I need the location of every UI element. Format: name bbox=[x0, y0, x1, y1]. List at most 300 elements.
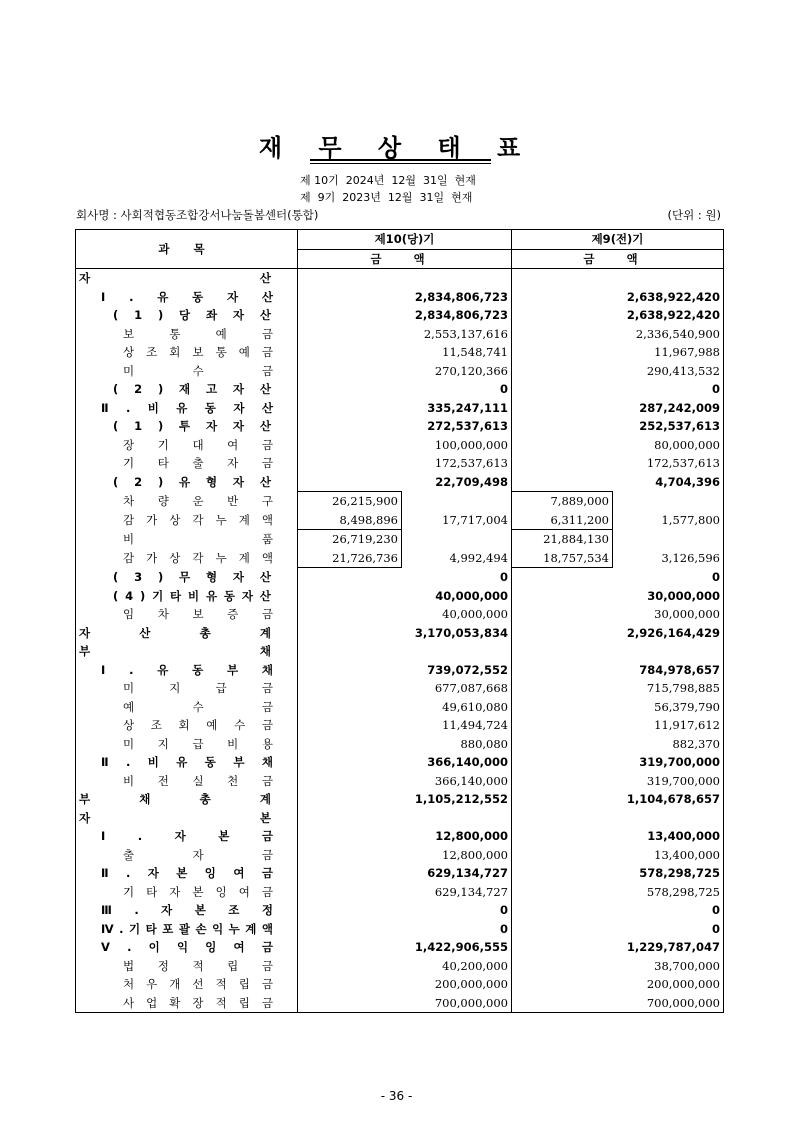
table-row bbox=[76, 492, 724, 511]
header-prior-period: 제9(전)기 bbox=[512, 230, 724, 250]
row-label-char: 출 bbox=[123, 847, 135, 862]
row-label-char: 자 bbox=[232, 419, 245, 433]
row-label-char: 금 bbox=[261, 940, 273, 954]
row-label bbox=[123, 530, 273, 549]
row-label-char: 립 bbox=[227, 958, 239, 973]
table-row bbox=[76, 698, 724, 717]
row-label-char: 금 bbox=[261, 884, 273, 899]
row-label-cell bbox=[76, 269, 298, 288]
row-label bbox=[123, 975, 273, 994]
amount-cell bbox=[512, 362, 613, 381]
row-label-cell bbox=[76, 957, 298, 976]
amount-cell: 0 bbox=[711, 903, 720, 917]
amount-cell bbox=[512, 772, 613, 791]
row-label-char: ) bbox=[157, 308, 164, 322]
row-label-char: 산 bbox=[259, 419, 271, 433]
amount-cell bbox=[298, 827, 402, 846]
row-label-char: Ⅰ bbox=[101, 289, 106, 304]
row-label-char: 금 bbox=[261, 437, 273, 452]
amount-cell bbox=[298, 399, 402, 418]
row-label-char: 금 bbox=[261, 681, 273, 695]
table-row bbox=[76, 827, 724, 846]
row-label-char: 자 bbox=[192, 847, 204, 862]
row-label-char: 채 bbox=[259, 644, 271, 658]
amount-cell bbox=[613, 530, 724, 549]
table-body bbox=[76, 269, 724, 1013]
amount-cell bbox=[402, 530, 512, 549]
amount-cell: 49,610,080 bbox=[402, 698, 512, 717]
row-label-cell bbox=[76, 288, 298, 307]
row-label-char: 잉 bbox=[204, 866, 216, 880]
row-label bbox=[79, 269, 271, 288]
amount-cell bbox=[512, 417, 613, 436]
amount-cell: 2,638,922,420 bbox=[626, 308, 720, 322]
amount-cell bbox=[298, 417, 402, 436]
row-label-char: 정 bbox=[261, 903, 273, 917]
table-row bbox=[76, 288, 724, 307]
row-label-cell bbox=[76, 975, 298, 994]
amount-cell bbox=[512, 679, 613, 698]
row-label-char: 금 bbox=[261, 345, 273, 359]
row-label-char: 동 bbox=[204, 400, 216, 415]
row-label-char: 계 bbox=[245, 921, 257, 936]
amount-cell: 0 bbox=[402, 901, 512, 920]
row-label-char: 손 bbox=[195, 921, 207, 936]
row-label-char: 가 bbox=[146, 512, 158, 527]
row-label-char: 액 bbox=[261, 550, 273, 565]
row-label bbox=[79, 809, 271, 828]
amount-cell: 290,413,532 bbox=[646, 363, 720, 378]
table-row bbox=[76, 605, 724, 624]
row-label-char: 금 bbox=[261, 829, 273, 843]
amount-cell: 30,000,000 bbox=[654, 607, 720, 621]
row-label-char: 유 bbox=[179, 474, 191, 489]
amount-cell bbox=[512, 454, 613, 473]
title-underline-thin bbox=[310, 163, 491, 164]
row-label-char: 채 bbox=[261, 755, 273, 769]
row-label-char: 계 bbox=[259, 792, 271, 806]
row-label-char: 적 bbox=[192, 958, 204, 973]
row-label-char: 상 bbox=[169, 550, 181, 565]
amount-cell: 882,370 bbox=[672, 736, 720, 751]
row-label-char: . bbox=[125, 755, 131, 769]
amount-cell: 11,494,724 bbox=[402, 716, 512, 735]
row-label-char: 금 bbox=[261, 363, 273, 378]
amount-cell bbox=[512, 288, 613, 307]
amount-cell bbox=[512, 864, 613, 883]
amount-cell bbox=[298, 753, 402, 772]
row-label bbox=[101, 288, 273, 307]
amount-cell: 700,000,000 bbox=[402, 994, 512, 1013]
row-label-cell bbox=[76, 511, 298, 530]
amount-cell bbox=[402, 642, 512, 661]
amount-cell bbox=[298, 454, 402, 473]
row-label-char: 처 bbox=[123, 977, 135, 991]
amount-cell bbox=[298, 288, 402, 307]
row-label-char: Ⅱ bbox=[101, 400, 109, 415]
row-label-char: 상 bbox=[169, 512, 181, 527]
row-label-cell bbox=[76, 343, 298, 362]
row-label-char: 잉 bbox=[205, 940, 217, 954]
row-label-char: 익 bbox=[212, 921, 224, 936]
row-label-char: 자 bbox=[233, 400, 245, 415]
row-label-cell bbox=[76, 454, 298, 473]
row-label-char: 형 bbox=[205, 474, 218, 489]
row-label bbox=[123, 735, 273, 754]
balance-sheet-table bbox=[75, 229, 724, 1013]
row-label-cell bbox=[76, 380, 298, 399]
row-label-char: 자 bbox=[174, 829, 186, 843]
row-label-char: 금 bbox=[261, 958, 273, 973]
amount-cell bbox=[298, 436, 402, 455]
row-label-cell bbox=[76, 325, 298, 344]
amount-cell: 784,978,657 bbox=[639, 662, 720, 677]
row-label-char: 자 bbox=[227, 289, 239, 304]
row-label-char: ) bbox=[157, 382, 164, 396]
row-label bbox=[101, 938, 273, 957]
row-label-char: 감 bbox=[123, 550, 135, 565]
table-row bbox=[76, 549, 724, 568]
row-label-char: 량 bbox=[157, 493, 169, 508]
row-label-char: 금 bbox=[261, 977, 273, 991]
row-label-char: 금 bbox=[261, 699, 273, 714]
header-current-period: 제10(당)기 bbox=[298, 230, 512, 250]
row-label-cell bbox=[76, 530, 298, 549]
amount-cell bbox=[298, 864, 402, 883]
amount-cell bbox=[298, 883, 402, 902]
row-label-char: 2 bbox=[134, 382, 143, 396]
table-row bbox=[76, 269, 724, 288]
page-number: - 36 - bbox=[380, 1089, 413, 1103]
row-label-char: 동 bbox=[204, 755, 216, 769]
row-label-char: . bbox=[125, 866, 131, 880]
row-label bbox=[101, 827, 273, 846]
row-label-char: 1 bbox=[134, 419, 143, 433]
row-label-char: 1 bbox=[134, 308, 143, 322]
row-label-char: 회 bbox=[169, 345, 181, 359]
row-label-char: 미 bbox=[123, 681, 135, 695]
row-label-char: 동 bbox=[192, 289, 204, 304]
amount-cell: 629,134,727 bbox=[402, 864, 512, 883]
row-label bbox=[113, 380, 271, 399]
amount-cell: 17,717,004 bbox=[402, 511, 512, 530]
amount-cell bbox=[512, 827, 613, 846]
row-label-char: Ⅰ bbox=[101, 662, 106, 677]
amount-cell bbox=[512, 975, 613, 994]
row-label-char: 보 bbox=[192, 345, 204, 359]
row-label-char: 유 bbox=[176, 400, 188, 415]
amount-cell: 252,537,613 bbox=[639, 419, 720, 433]
table-row bbox=[76, 661, 724, 680]
row-label-char: 총 bbox=[199, 625, 211, 640]
row-label-char: . bbox=[119, 921, 124, 936]
row-label-char: 가 bbox=[146, 550, 158, 565]
amount-cell bbox=[512, 473, 613, 492]
row-label-char: 타 bbox=[145, 921, 157, 936]
amount-cell bbox=[298, 343, 402, 362]
row-label-char: 자 bbox=[169, 884, 181, 899]
amount-cell bbox=[298, 605, 402, 624]
header-amount-prior: 금 액 bbox=[512, 249, 724, 269]
amount-cell: 2,834,806,723 bbox=[402, 288, 512, 307]
amount-cell: 578,298,725 bbox=[646, 884, 720, 899]
row-label-char: ( bbox=[113, 474, 119, 489]
row-label-char: 통 bbox=[169, 326, 181, 341]
row-label-cell bbox=[76, 624, 298, 643]
amount-cell: 172,537,613 bbox=[402, 454, 512, 473]
amount-cell bbox=[298, 716, 402, 735]
amount-cell: 200,000,000 bbox=[646, 977, 720, 991]
row-label-char: 재 bbox=[179, 382, 191, 396]
amount-cell: 40,200,000 bbox=[402, 957, 512, 976]
row-label-char: 형 bbox=[205, 569, 218, 584]
row-label-char: 산 bbox=[259, 382, 271, 396]
amount-cell: 7,889,000 bbox=[512, 492, 613, 511]
amount-cell: 12,800,000 bbox=[402, 846, 512, 865]
row-label bbox=[123, 511, 273, 530]
row-label bbox=[123, 362, 273, 381]
table-row bbox=[76, 511, 724, 530]
period-prior: 제 9기 2023년 12월 31일 현재 bbox=[300, 191, 473, 204]
amount-cell bbox=[298, 587, 402, 606]
row-label-char: ( bbox=[113, 419, 119, 433]
amount-cell bbox=[298, 846, 402, 865]
row-label bbox=[123, 957, 273, 976]
amount-cell: 11,917,612 bbox=[654, 718, 720, 732]
amount-cell bbox=[298, 269, 402, 288]
amount-cell: 21,884,130 bbox=[512, 530, 613, 549]
row-label-char: 금 bbox=[261, 866, 273, 880]
row-label-char: 회 bbox=[178, 718, 190, 732]
row-label-char: 선 bbox=[192, 977, 204, 991]
row-label-char: 본 bbox=[176, 866, 188, 880]
table-row bbox=[76, 790, 724, 809]
table-row bbox=[76, 938, 724, 957]
amount-cell bbox=[512, 735, 613, 754]
row-label-char: 자 bbox=[161, 903, 173, 917]
amount-cell bbox=[298, 901, 402, 920]
row-label bbox=[101, 399, 273, 418]
row-label-char: 자 bbox=[232, 308, 245, 322]
row-label-char: 자 bbox=[79, 625, 91, 640]
row-label-char: 전 bbox=[157, 773, 169, 788]
row-label-char: . bbox=[129, 289, 134, 304]
row-label-char: ) bbox=[157, 419, 164, 433]
amount-cell: 0 bbox=[402, 380, 512, 399]
row-label bbox=[123, 679, 273, 698]
row-label-cell bbox=[76, 661, 298, 680]
row-label-char: 상 bbox=[123, 718, 135, 732]
amount-cell: 335,247,111 bbox=[402, 399, 512, 418]
row-label-char: ) bbox=[157, 474, 164, 489]
row-label-char: 금 bbox=[261, 326, 273, 341]
row-label-cell bbox=[76, 605, 298, 624]
table-row bbox=[76, 679, 724, 698]
row-label-char: . bbox=[127, 940, 132, 954]
row-label-char: ) bbox=[157, 569, 164, 584]
table-row bbox=[76, 994, 724, 1013]
row-label-char: 부 bbox=[79, 792, 91, 806]
amount-cell bbox=[298, 624, 402, 643]
row-label-char: 본 bbox=[259, 810, 271, 825]
row-label-char: 차 bbox=[157, 607, 169, 621]
row-label-char: 무 bbox=[179, 569, 191, 584]
table-row bbox=[76, 587, 724, 606]
row-label-char: ( bbox=[113, 588, 119, 603]
row-label-cell bbox=[76, 716, 298, 735]
table-row bbox=[76, 454, 724, 473]
amount-cell bbox=[298, 920, 402, 939]
amount-cell: 11,548,741 bbox=[402, 343, 512, 362]
row-label-char: 액 bbox=[261, 921, 273, 936]
row-label-char: 금 bbox=[261, 456, 273, 470]
amount-cell: 26,719,230 bbox=[298, 530, 402, 549]
amount-cell: 629,134,727 bbox=[402, 883, 512, 902]
amount-cell bbox=[298, 306, 402, 325]
table-row bbox=[76, 883, 724, 902]
row-label-char: 금 bbox=[261, 995, 273, 1010]
row-label-char: 타 bbox=[157, 456, 169, 470]
table-row bbox=[76, 306, 724, 325]
row-label bbox=[79, 790, 271, 809]
row-label-char: 수 bbox=[234, 718, 246, 732]
amount-cell bbox=[298, 473, 402, 492]
row-label bbox=[113, 473, 271, 492]
row-label-char: 증 bbox=[227, 607, 239, 621]
row-label bbox=[123, 698, 273, 717]
row-label-char: 여 bbox=[233, 940, 245, 954]
row-label-char: 본 bbox=[218, 829, 230, 843]
row-label bbox=[123, 436, 273, 455]
amount-cell: 2,553,137,616 bbox=[402, 325, 512, 344]
row-label-char: Ⅱ bbox=[101, 866, 109, 880]
row-label-char: 기 bbox=[152, 588, 164, 603]
amount-cell bbox=[613, 642, 724, 661]
amount-cell: 56,379,790 bbox=[654, 699, 720, 714]
amount-cell: 13,400,000 bbox=[654, 847, 720, 862]
row-label-cell bbox=[76, 883, 298, 902]
row-label-char: 조 bbox=[146, 345, 158, 359]
amount-cell bbox=[512, 883, 613, 902]
amount-cell bbox=[512, 568, 613, 587]
row-label-char: 산 bbox=[261, 289, 273, 304]
row-label bbox=[113, 306, 271, 325]
row-label-cell bbox=[76, 362, 298, 381]
amount-cell bbox=[512, 661, 613, 680]
row-label bbox=[123, 883, 273, 902]
row-label-char: Ⅰ bbox=[101, 829, 106, 843]
amount-cell bbox=[298, 679, 402, 698]
row-label-char: 립 bbox=[238, 977, 250, 991]
row-label-cell bbox=[76, 809, 298, 828]
table-row bbox=[76, 568, 724, 587]
row-label-char: 자 bbox=[241, 588, 253, 603]
row-label-char: 4 bbox=[125, 588, 134, 603]
amount-cell bbox=[512, 938, 613, 957]
row-label-char: 구 bbox=[261, 493, 273, 508]
row-label-char: 업 bbox=[146, 995, 158, 1010]
row-label-char: 유 bbox=[205, 588, 218, 603]
row-label-cell bbox=[76, 994, 298, 1013]
amount-cell: 18,757,534 bbox=[512, 549, 613, 568]
row-label-char: 산 bbox=[259, 588, 271, 603]
row-label-char: 본 bbox=[192, 884, 204, 899]
row-label bbox=[123, 492, 273, 511]
row-label bbox=[79, 624, 271, 643]
row-label-char: 산 bbox=[261, 400, 273, 415]
amount-cell bbox=[298, 568, 402, 587]
title-underline bbox=[310, 159, 491, 161]
row-label-char: 예 bbox=[238, 345, 250, 359]
amount-cell bbox=[512, 957, 613, 976]
row-label-char: 조 bbox=[150, 718, 162, 732]
row-label-cell bbox=[76, 827, 298, 846]
row-label-char: 확 bbox=[169, 995, 181, 1010]
row-label bbox=[113, 587, 271, 606]
table-row bbox=[76, 957, 724, 976]
row-label-char: 투 bbox=[179, 419, 191, 433]
row-label-char: 산 bbox=[139, 625, 151, 640]
row-label-char: ( bbox=[113, 569, 119, 584]
row-label-char: 차 bbox=[123, 493, 135, 508]
amount-cell: 1,577,800 bbox=[661, 512, 720, 527]
amount-cell: 700,000,000 bbox=[646, 995, 720, 1010]
row-label-char: 유 bbox=[157, 289, 169, 304]
row-label-char: ) bbox=[139, 588, 146, 603]
amount-cell bbox=[512, 624, 613, 643]
amount-cell: 2,638,922,420 bbox=[626, 289, 720, 304]
amount-cell bbox=[298, 957, 402, 976]
row-label-char: 수 bbox=[192, 699, 204, 714]
row-label-char: 액 bbox=[261, 512, 273, 527]
row-label-char: 자 bbox=[79, 271, 91, 285]
row-label-char: 자 bbox=[205, 419, 218, 433]
row-label-char: 급 bbox=[192, 736, 204, 751]
row-label-char: 부 bbox=[233, 755, 245, 769]
amount-cell: 22,709,498 bbox=[402, 473, 512, 492]
row-label bbox=[79, 642, 271, 661]
row-label-char: 여 bbox=[233, 866, 245, 880]
row-label-char: 자 bbox=[147, 866, 159, 880]
row-label-char: 익 bbox=[176, 940, 189, 954]
table-row bbox=[76, 343, 724, 362]
row-label-char: 장 bbox=[123, 437, 135, 452]
row-label-char: 3 bbox=[134, 569, 143, 584]
row-label-char: 운 bbox=[192, 493, 204, 508]
amount-cell: 3,126,596 bbox=[661, 550, 720, 565]
row-label-char: 당 bbox=[179, 308, 191, 322]
row-label-char: 자 bbox=[79, 810, 91, 825]
amount-cell bbox=[402, 492, 512, 511]
row-label-char: 산 bbox=[259, 474, 271, 489]
row-label-char: 비 bbox=[187, 588, 200, 603]
row-label-char: 상 bbox=[123, 345, 135, 359]
row-label-cell bbox=[76, 772, 298, 791]
row-label-char: 천 bbox=[227, 773, 239, 788]
row-label-char: 자 bbox=[227, 456, 239, 470]
row-label bbox=[101, 864, 273, 883]
amount-cell: 12,800,000 bbox=[402, 827, 512, 846]
row-label-char: Ⅳ bbox=[101, 921, 114, 936]
table-row bbox=[76, 417, 724, 436]
amount-cell: 677,087,668 bbox=[402, 679, 512, 698]
row-label-char: 산 bbox=[259, 569, 271, 584]
row-label-char: 지 bbox=[157, 736, 169, 751]
row-label bbox=[123, 325, 273, 344]
row-label-char: 비 bbox=[147, 755, 159, 769]
row-label-char: 예 bbox=[206, 718, 218, 732]
table-row bbox=[76, 325, 724, 344]
